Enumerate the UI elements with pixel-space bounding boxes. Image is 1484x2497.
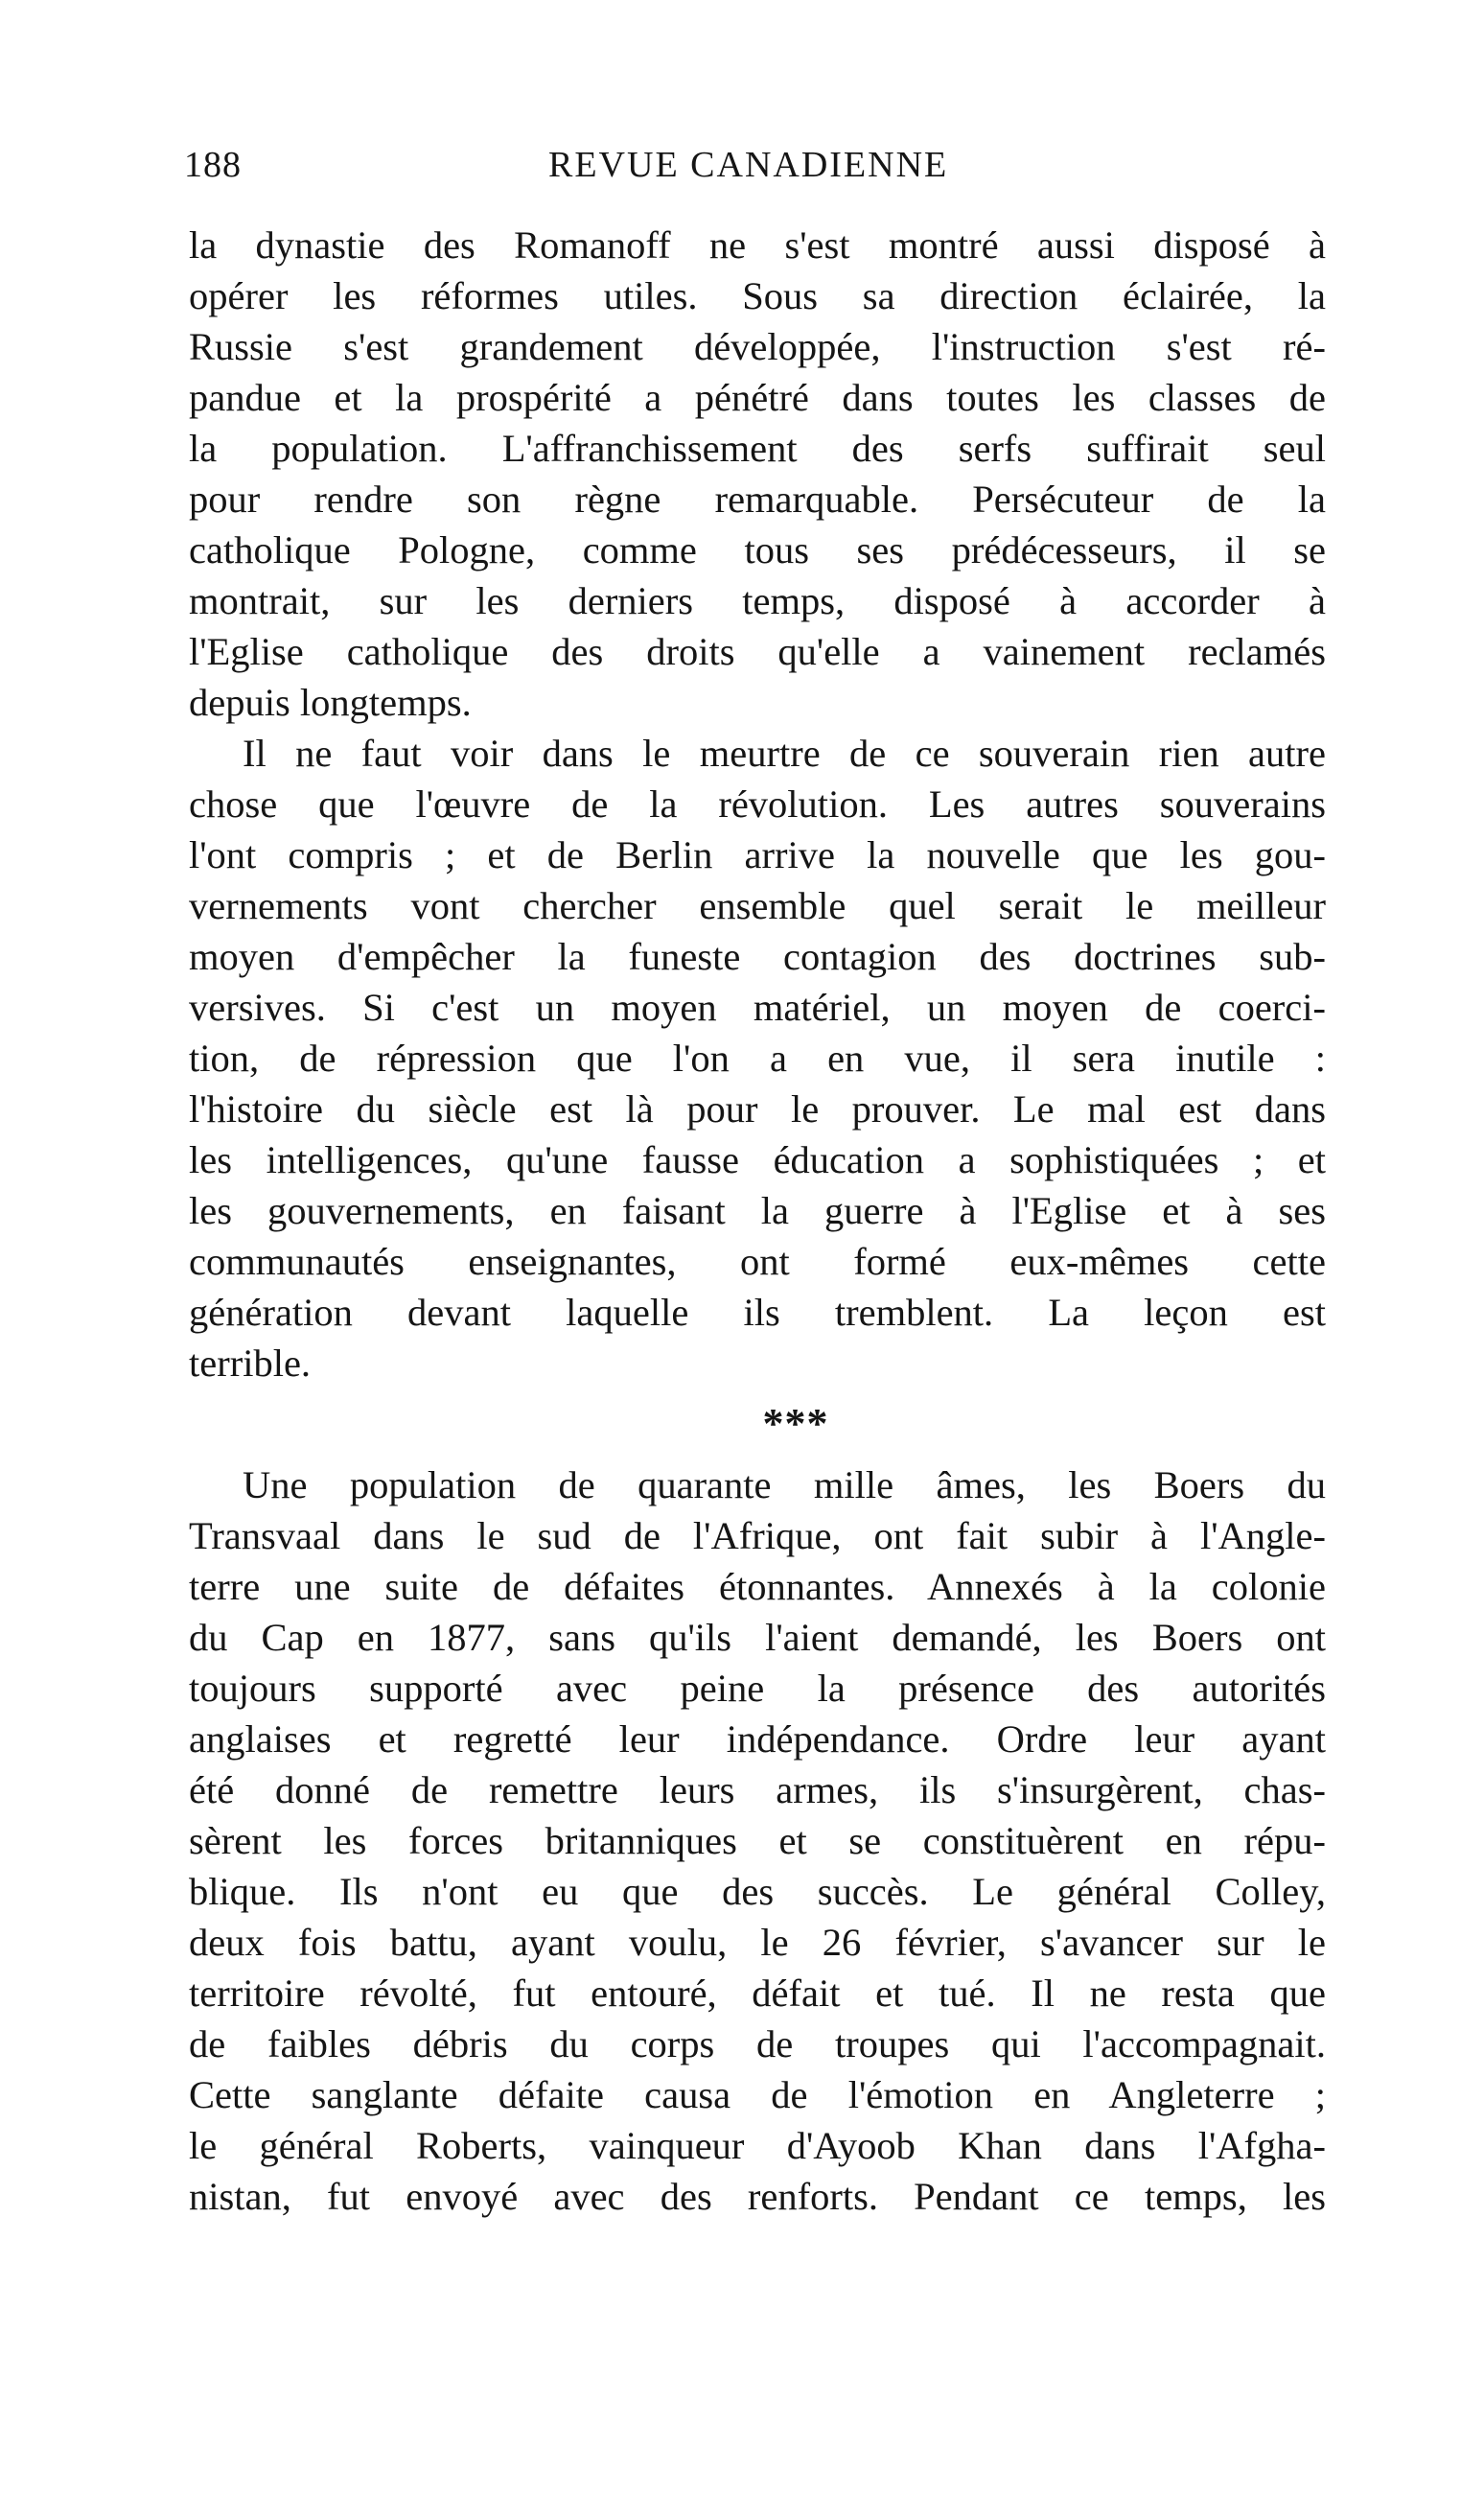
text-line: chose que l'œuvre de la révolution. Les autres souverains — [189, 782, 1326, 826]
text-line: anglaises et regretté leur indépendance. Ordre leur ayant — [189, 1717, 1326, 1761]
text-line: sèrent les forces britanniques et se constituèrent en répu- — [189, 1819, 1326, 1862]
text-line: blique. Ils n'ont eu que des succès. Le général Colley, — [189, 1870, 1326, 1913]
text-line: deux fois battu, ayant voulu, le 26 février, s'avancer sur le — [189, 1921, 1326, 1964]
text-line: vernements vont chercher ensemble quel serait le meilleur — [189, 884, 1326, 927]
text-line: la population. L'affranchissement des serfs suffirait seul — [189, 427, 1326, 470]
text-line: l'Eglise catholique des droits qu'elle a vainement reclamés — [189, 630, 1326, 673]
text-line: pandue et la prospérité a pénétré dans toutes les classes de — [189, 376, 1326, 419]
text-line: Transvaal dans le sud de l'Afrique, ont fait subir à l'Angle- — [189, 1514, 1326, 1557]
text-line: communautés enseignantes, ont formé eux-mêmes cette — [189, 1240, 1326, 1283]
text-line: moyen d'empêcher la funeste contagion des doctrines sub- — [189, 935, 1326, 978]
page-number: 188 — [184, 145, 242, 185]
text-line: les gouvernements, en faisant la guerre à l'Eglise et à ses — [189, 1189, 1326, 1232]
text-line: génération devant laquelle ils tremblent. La leçon est — [189, 1291, 1326, 1334]
text-line: la dynastie des Romanoff ne s'est montré aussi disposé à — [189, 223, 1326, 267]
text-line: catholique Pologne, comme tous ses prédécesseurs, il se — [189, 528, 1326, 572]
running-title: REVUE CANADIENNE — [548, 145, 949, 185]
text-line: Il ne faut voir dans le meurtre de ce souverain rien autre — [243, 732, 1326, 775]
text-line: l'ont compris ; et de Berlin arrive la nouvelle que les gou- — [189, 833, 1326, 876]
text-line: pour rendre son règne remarquable. Persécuteur de la — [189, 478, 1326, 521]
text-line: opérer les réformes utiles. Sous sa direction éclairée, la — [189, 274, 1326, 317]
text-line: terre une suite de défaites étonnantes. Annexés à la colonie — [189, 1565, 1326, 1608]
text-line: du Cap en 1877, sans qu'ils l'aient demandé, les Boers ont — [189, 1616, 1326, 1659]
text-line: les intelligences, qu'une fausse éducation a sophistiquées ; et — [189, 1138, 1326, 1181]
text-line: Cette sanglante défaite causa de l'émotion en Angleterre ; — [189, 2073, 1326, 2116]
text-line: Russie s'est grandement développée, l'instruction s'est ré- — [189, 325, 1326, 368]
text-line: versives. Si c'est un moyen matériel, un moyen de coerci- — [189, 986, 1326, 1029]
text-line: été donné de remettre leurs armes, ils s'insurgèrent, chas- — [189, 1768, 1326, 1811]
body-text — [189, 220, 1326, 2222]
page-header — [184, 144, 1325, 201]
text-line: l'histoire du siècle est là pour le prouver. Le mal est dans — [189, 1087, 1326, 1131]
text-line: nistan, fut envoyé avec des renforts. Pendant ce temps, les — [189, 2175, 1326, 2218]
text-line: terrible. — [189, 1342, 312, 1385]
text-line: territoire révolté, fut entouré, défait et tué. Il ne resta que — [189, 1972, 1326, 2015]
text-line: toujours supporté avec peine la présence des autorités — [189, 1667, 1326, 1710]
text-line: depuis longtemps. — [189, 681, 472, 724]
text-line: Une population de quarante mille âmes, les Boers du — [243, 1463, 1326, 1506]
text-line: montrait, sur les derniers temps, disposé à accorder à — [189, 579, 1326, 622]
section-separator: *** — [762, 1400, 829, 1447]
text-line: de faibles débris du corps de troupes qui l'accompagnait. — [189, 2022, 1326, 2065]
text-line: tion, de répression que l'on a en vue, il sera inutile : — [189, 1037, 1326, 1080]
text-line: le général Roberts, vainqueur d'Ayoob Khan dans l'Afgha- — [189, 2124, 1326, 2167]
